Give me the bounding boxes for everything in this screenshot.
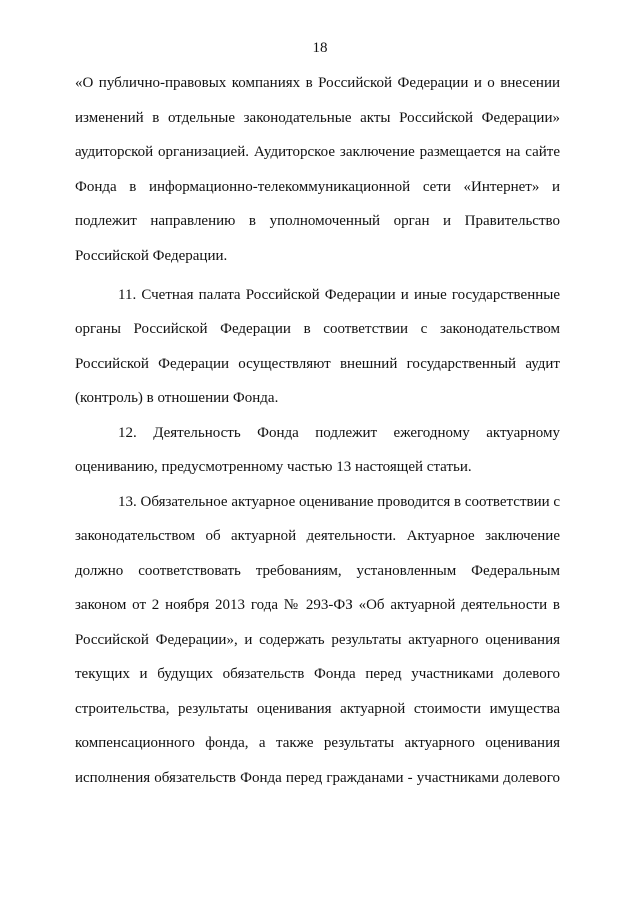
text-line: 11. Счетная палата Российской Федерации и иные государственные [118,287,560,303]
text-line: «О публично-правовых компаниях в Российской Федерации и о внесении [75,75,560,91]
text-line: Фонда в информационно-телекоммуникационной сети «Интернет» и [75,179,560,195]
text-line: исполнения обязательств Фонда перед гражданами - участниками долевого [75,770,560,786]
page-number: 18 [312,40,328,56]
text-line: компенсационного фонда, а также результаты актуарного оценивания [75,735,560,751]
text-line: Российской Федерации осуществляют внешний государственный аудит [75,356,560,372]
text-line: текущих и будущих обязательств Фонда перед участниками долевого [75,666,560,682]
text-line: оцениванию, предусмотренному частью 13 настоящей статьи. [75,459,472,475]
text-line: 12. Деятельность Фонда подлежит ежегодному актуарному [118,425,560,441]
text-line: строительства, результаты оценивания актуарной стоимости имущества [75,701,560,717]
text-line: должно соответствовать требованиям, установленным Федеральным [75,563,560,579]
text-line: Российской Федерации. [75,248,228,264]
text-line: законом от 2 ноября 2013 года № 293-ФЗ «Об актуарной деятельности в [75,597,560,613]
text-line: 13. Обязательное актуарное оценивание проводится в соответствии с [118,494,561,510]
text-line: органы Российской Федерации в соответствии с законодательством [75,321,560,337]
text-line: Российской Федерации», и содержать результаты актуарного оценивания [75,632,560,648]
text-line: (контроль) в отношении Фонда. [75,390,279,406]
text-line: подлежит направлению в уполномоченный орган и Правительство [75,213,560,229]
text-line: аудиторской организацией. Аудиторское заключение размещается на сайте [75,144,560,160]
text-line: законодательством об актуарной деятельности. Актуарное заключение [75,528,560,544]
text-line: изменений в отдельные законодательные акты Российской Федерации» [75,110,560,126]
